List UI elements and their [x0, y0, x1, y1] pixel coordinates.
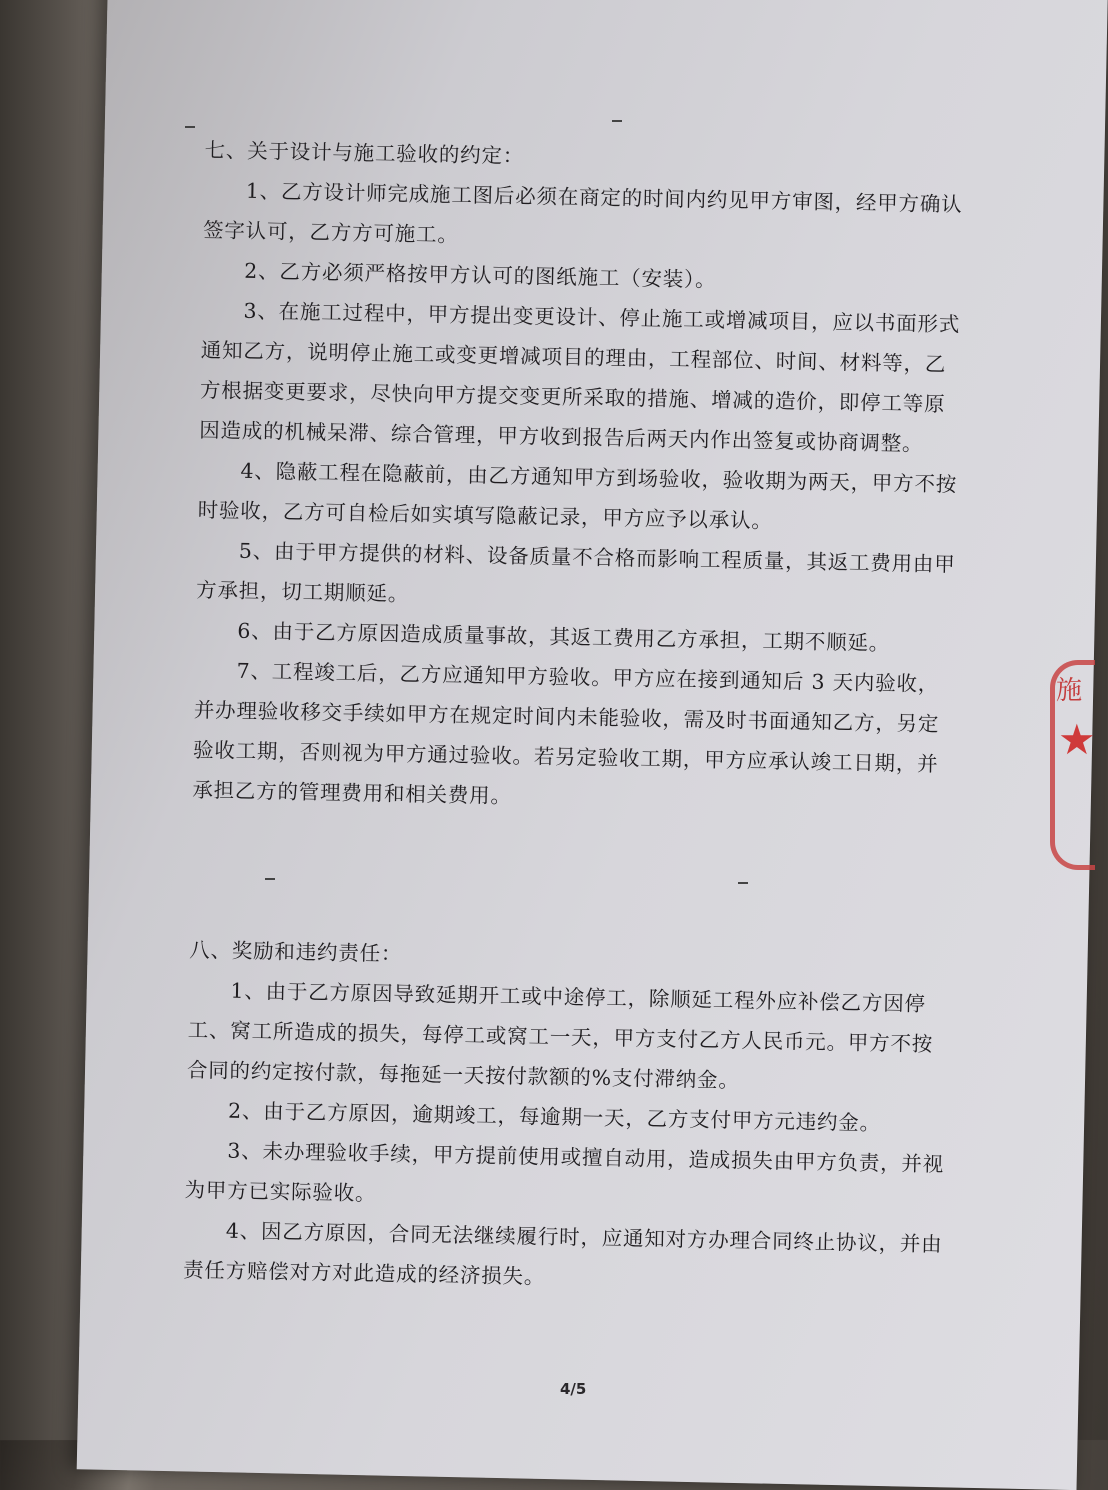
section-7-item-4: 4、隐蔽工程在隐蔽前，由乙方通知甲方到场验收，验收期为两天，甲方不按时验收，乙方可自检后如实填写隐蔽记录，甲方应予以承认。 — [197, 458, 958, 533]
stamp-star-icon: ★ — [1058, 715, 1096, 764]
mark-dash — [612, 120, 622, 122]
section-7-item-6: 6、由于乙方原因造成质量事故，其返工费用乙方承担，工期不顺延。 — [237, 618, 891, 656]
section-8-item-2: 2、由于乙方原因，逾期竣工，每逾期一天，乙方支付甲方元违约金。 — [227, 1098, 882, 1136]
document-body — [183, 130, 965, 1304]
section-7-item-1: 1、乙方设计师完成施工图后必须在商定的时间内约见甲方审图，经甲方确认签字认可，乙方方可施工。 — [202, 178, 963, 247]
section-7-heading: 七、关于设计与施工验收的约定： — [204, 137, 525, 169]
section-7-item-2: 2、乙方必须严格按甲方认可的图纸施工（安装）。 — [244, 258, 717, 292]
section-7-item-7: 7、工程竣工后，乙方应通知甲方验收。甲方应在接到通知后 3 天内验收，并办理验收移交手续如甲方在规定时间内未能验收，需及时书面通知乙方，另定验收工期，否则视为甲方通过验收。若另定验收工期，甲方应承认竣工日期，并承担乙方的管理费用和相关费用。 — [192, 658, 940, 809]
stamp-character: 施 — [1056, 676, 1083, 706]
section-gap — [190, 810, 952, 945]
section-7-item-3: 3、在施工过程中，甲方提出变更设计、停止施工或增减项目，应以书面形式通知乙方，说明停止施工或变更增减项目的理由，工程部位、时间、材料等，乙方根据变更要求，尽快向甲方提交变更所采取的措施、增减的造价，即停工等原因造成的机械呆滞、综合管理，甲方收到报告后两天内作出签复或协商调整。 — [199, 298, 961, 456]
section-7-item-5: 5、由于甲方提供的材料、设备质量不合格而影响工程质量，其返工费用由甲方承担，切工期顺延。 — [195, 538, 956, 607]
page-number: 4/5 — [560, 1380, 587, 1398]
section-8-item-4: 4、因乙方原因，合同无法继续履行时，应通知对方办理合同终止协议，并由责任方赔偿对方对此造成的经济损失。 — [182, 1218, 943, 1289]
section-8-item-1: 1、由于乙方原因导致延期开工或中途停工，除顺延工程外应补偿乙方因停工、窝工所造成的损失，每停工或窝工一天，甲方支付乙方人民币元。甲方不按合同的约定按付款，每拖延一天按付款额的%支付滞纳金。 — [186, 978, 934, 1093]
section-8-heading: 八、奖励和违约责任： — [189, 937, 403, 966]
mark-dash — [185, 126, 195, 128]
section-8-item-3: 3、未办理验收手续，甲方提前使用或擅自动用，造成损失由甲方负责，并视为甲方已实际验收。 — [184, 1138, 945, 1206]
